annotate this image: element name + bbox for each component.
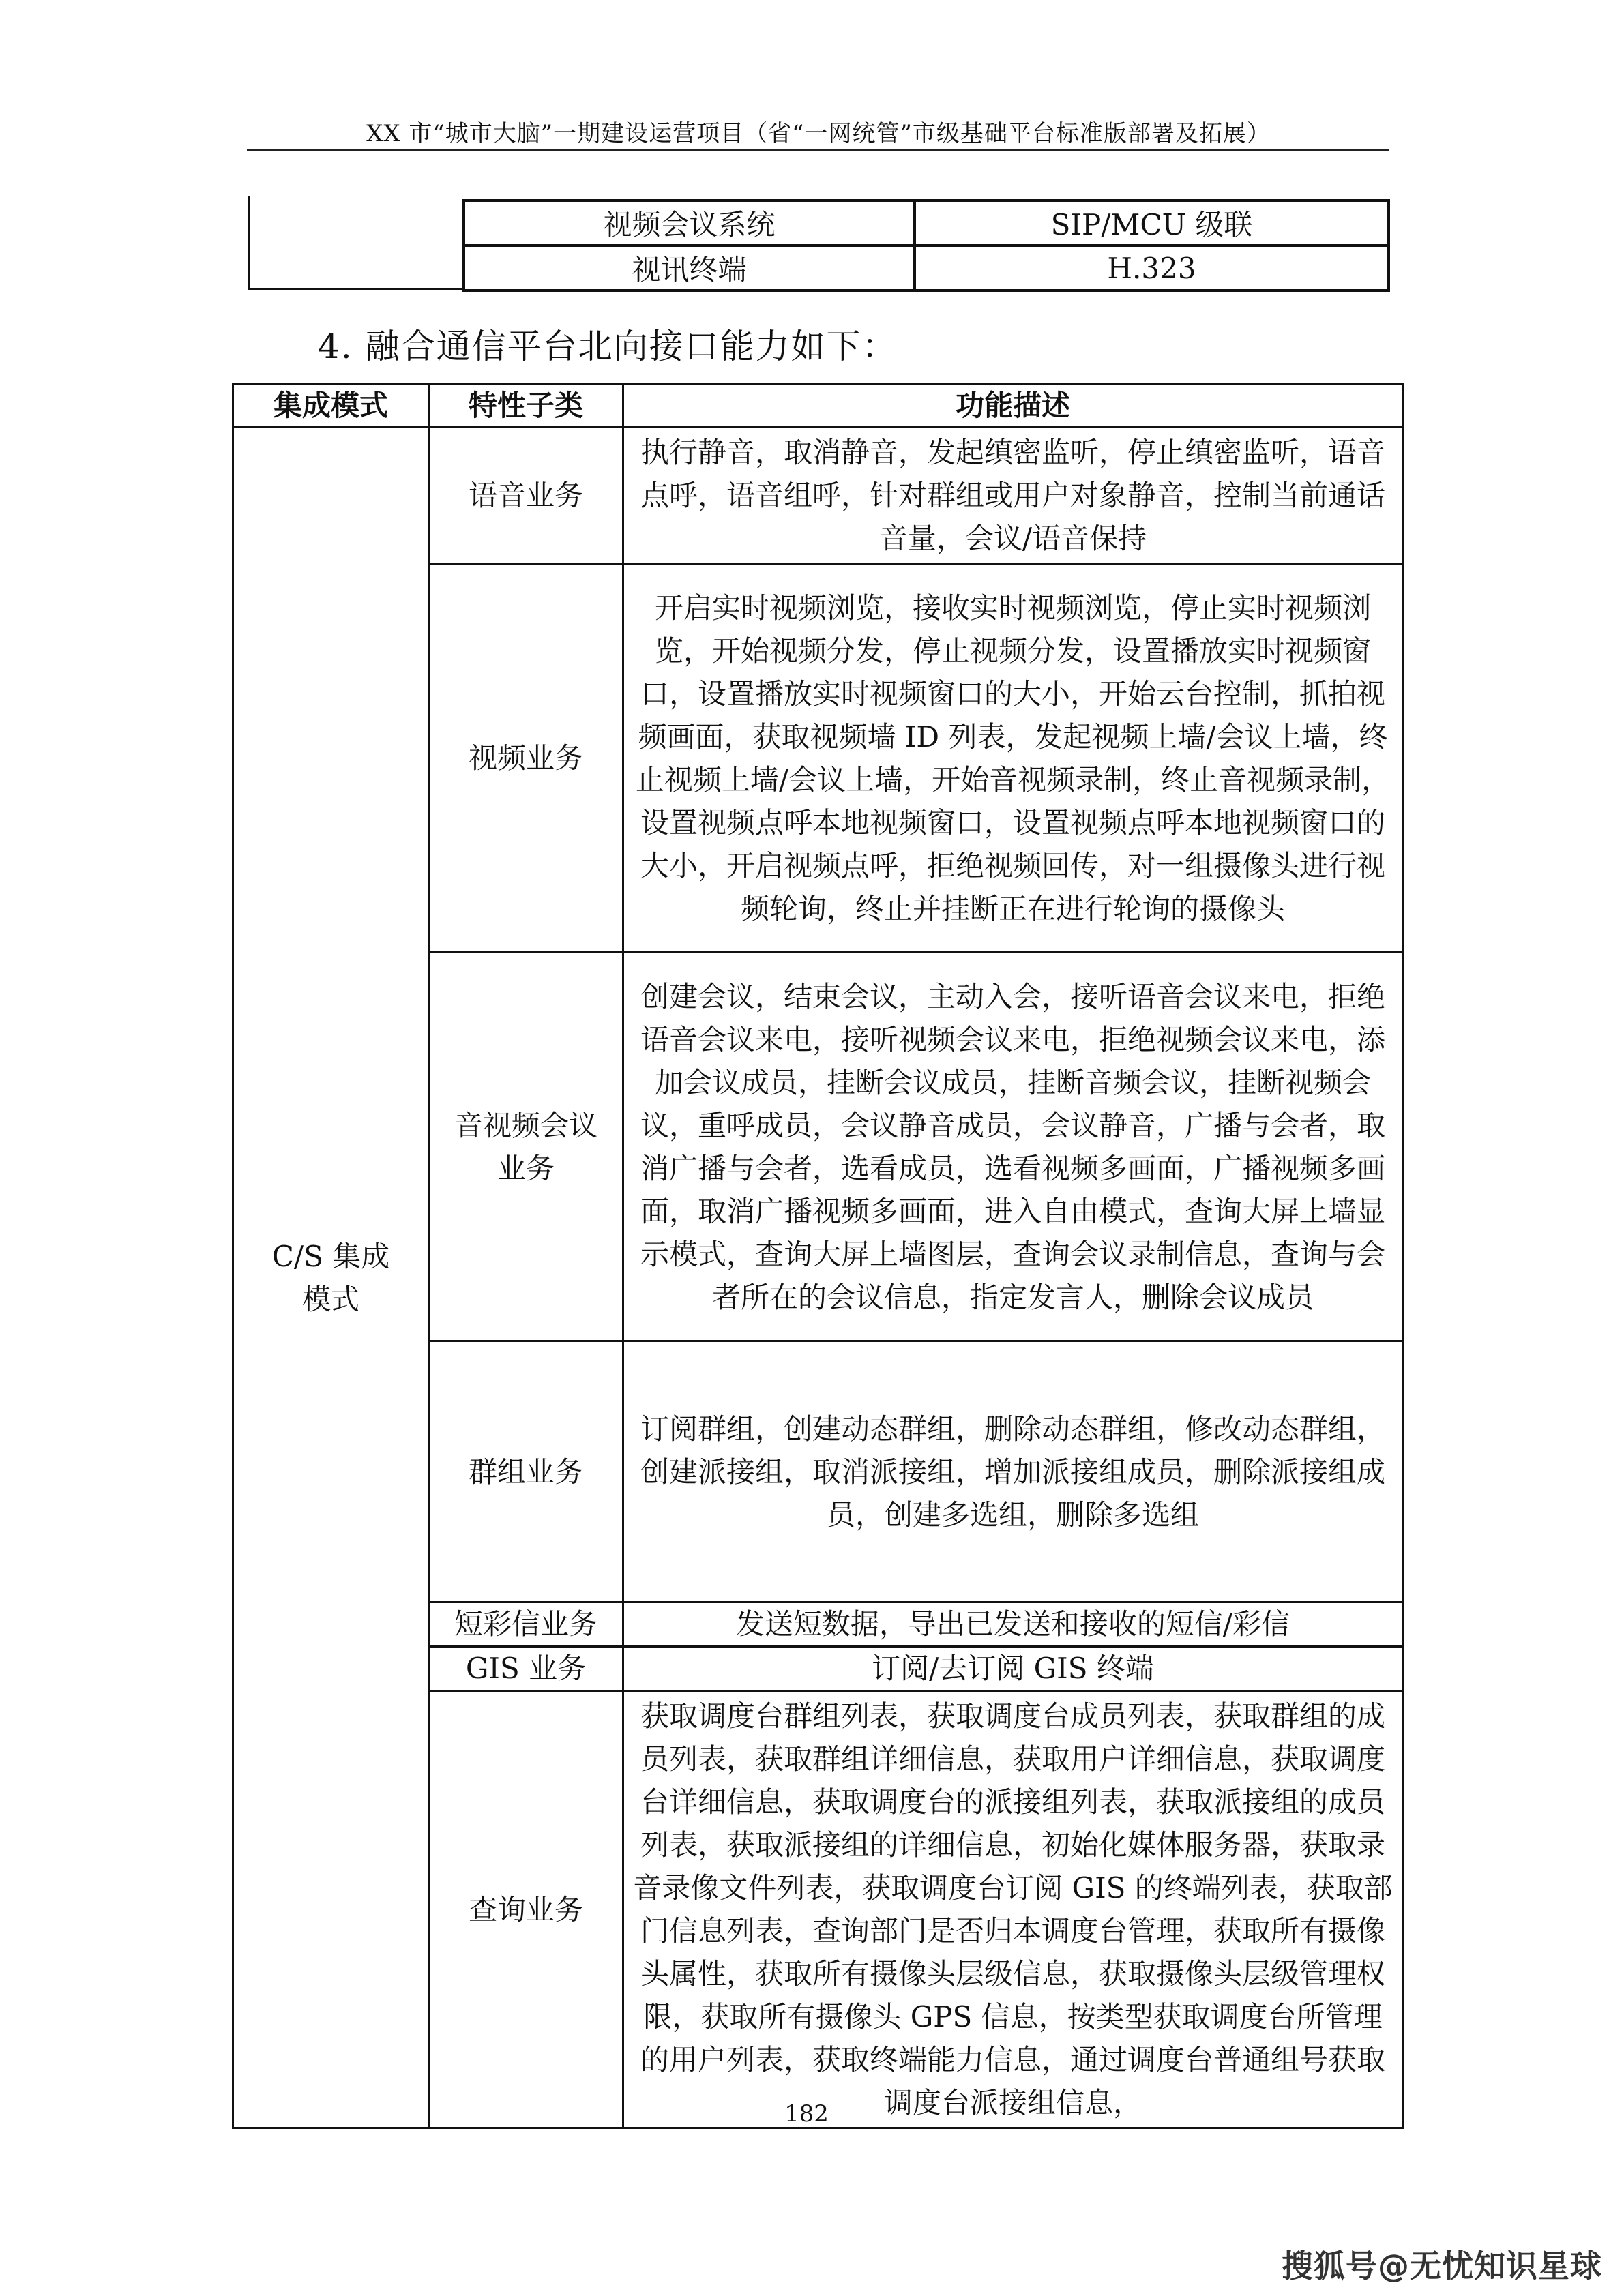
subclass-cell: GIS 业务 — [429, 1647, 623, 1691]
mode-cell: C/S 集成模式 — [233, 428, 429, 2128]
subclass-cell: 视频业务 — [429, 564, 623, 953]
description-cell: 执行静音，取消静音，发起缜密监听，停止缜密监听，语音点呼，语音组呼，针对群组或用户对象静音，控制当前通话音量，会议/语音保持 — [623, 428, 1403, 564]
table-cell: H.323 — [915, 245, 1389, 290]
description-cell: 获取调度台群组列表，获取调度台成员列表，获取群组的成员列表，获取群组详细信息，获取用户详细信息，获取调度台详细信息，获取调度台的派接组列表，获取派接组的成员列表，获取派接组的详细信息，初始化媒体服务器，获取录音录像文件列表，获取调度台订阅 GIS 的终端列表，获取部门信息列表，查询部门是否归本调度台管理，获取所有摄像头属性，获取所有摄像头层级信息，获取摄像头层级管理权限，获取所有摄像头 GPS 信息，按类型获取调度台所管理的用户列表，获取终端能力信息，通过调度台普通组号获取调度台派接组信息， — [623, 1691, 1403, 2128]
table-cell: 视讯终端 — [464, 245, 915, 290]
subclass-cell: 短彩信业务 — [429, 1602, 623, 1647]
subclass-cell: 群组业务 — [429, 1341, 623, 1602]
table-row — [464, 200, 1389, 245]
header-divider — [247, 149, 1389, 151]
continuation-table — [462, 199, 1390, 292]
table-row — [233, 428, 1403, 564]
watermark: 搜狐号@无忧知识星球 — [1282, 2248, 1602, 2284]
column-header-subclass: 特性子类 — [429, 385, 623, 428]
subclass-cell: 音视频会议业务 — [429, 953, 623, 1341]
column-header-mode: 集成模式 — [233, 385, 429, 428]
interface-capability-table — [232, 383, 1404, 2129]
running-header: XX 市“城市大脑”一期建设运营项目（省“一网统管”市级基础平台标准版部署及拓展） — [366, 120, 1271, 147]
table-cell: SIP/MCU 级联 — [915, 200, 1389, 245]
section-heading: 4. 融合通信平台北向接口能力如下： — [318, 327, 898, 366]
column-header-description: 功能描述 — [623, 385, 1403, 428]
subclass-cell: 语音业务 — [429, 428, 623, 564]
description-cell: 开启实时视频浏览，接收实时视频浏览，停止实时视频浏览，开始视频分发，停止视频分发，设置播放实时视频窗口，设置播放实时视频窗口的大小，开始云台控制，抓拍视频画面，获取视频墙 ID 列表，发起视频上墙/会议上墙，终止视频上墙/会议上墙，开始音视频录制，终止音视频录制，设置视频点呼本地视频窗口，设置视频点呼本地视频窗口的大小，开启视频点呼，拒绝视频回传，对一组摄像头进行视频轮询，终止并挂断正在进行轮询的摄像头 — [623, 564, 1403, 953]
description-cell: 订阅群组，创建动态群组，删除动态群组，修改动态群组，创建派接组，取消派接组，增加派接组成员，删除派接组成员，创建多选组，删除多选组 — [623, 1341, 1403, 1602]
continuation-left-cell — [248, 196, 462, 290]
description-cell: 发送短数据，导出已发送和接收的短信/彩信 — [623, 1602, 1403, 1647]
table-row — [464, 245, 1389, 290]
table-cell: 视频会议系统 — [464, 200, 915, 245]
subclass-cell: 查询业务 — [429, 1691, 623, 2128]
description-cell: 订阅/去订阅 GIS 终端 — [623, 1647, 1403, 1691]
description-cell: 创建会议，结束会议，主动入会，接听语音会议来电，拒绝语音会议来电，接听视频会议来电，拒绝视频会议来电，添加会议成员，挂断会议成员，挂断音频会议，挂断视频会议，重呼成员，会议静音成员，会议静音，广播与会者，取消广播与会者，选看成员，选看视频多画面，广播视频多画面，取消广播视频多画面，进入自由模式，查询大屏上墙显示模式，查询大屏上墙图层，查询会议录制信息，查询与会者所在的会议信息，指定发言人，删除会议成员 — [623, 953, 1403, 1341]
page-number: 182 — [784, 2100, 829, 2128]
table-header-row — [233, 385, 1403, 428]
